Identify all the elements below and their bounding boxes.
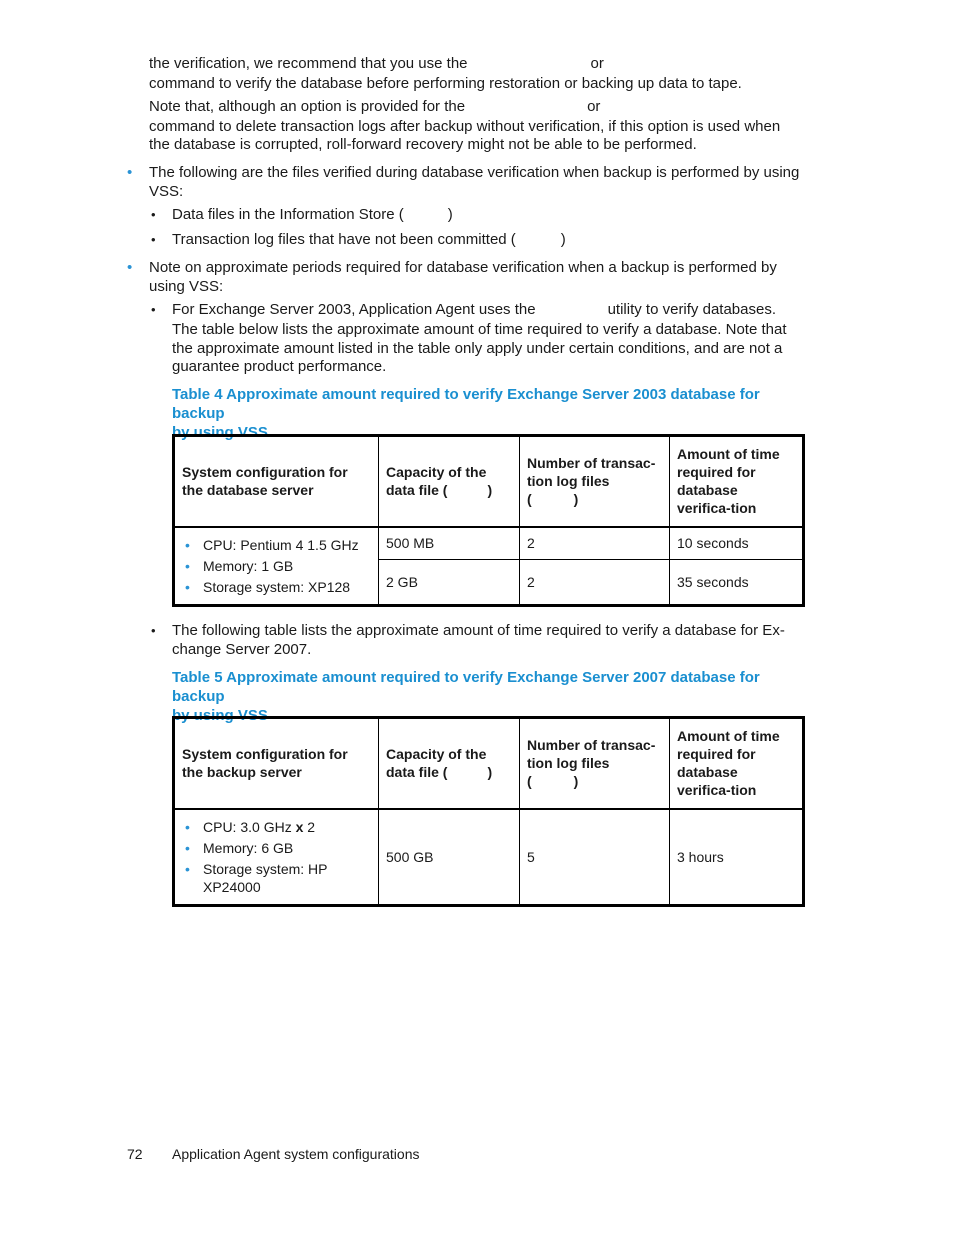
table4-capacity-cell: 500 MB [379, 527, 520, 560]
list-item: • Storage system: XP128 [185, 578, 351, 595]
table5-header-capacity: Capacity of the data file ( ) [379, 718, 520, 809]
list-item: • Memory: 1 GB [185, 557, 294, 574]
sub-bullet-marker: • [151, 623, 156, 638]
bullet1-sub-1: Data files in the Information Store ( ) [172, 206, 453, 223]
table4-caption: Table 4 Approximate amount required to verify Exchange Server 2003 database for backup by using VSS [172, 386, 760, 441]
bullet-marker: • [127, 259, 133, 276]
sub-bullet-marker: • [151, 232, 156, 247]
table5-logs-cell: 5 [520, 809, 670, 906]
list-item: • Memory: 6 GB [185, 839, 294, 856]
table4-config-cell [174, 527, 379, 606]
table4-logs-cell: 2 [520, 560, 670, 606]
bullet2-sub-1-line-3: the approximate amount listed in the table only apply under certain conditions, and are not a [172, 340, 783, 357]
bullet1-line-1: The following are the files verified during database verification when backup is performed by using [149, 164, 800, 181]
intro-note-line-2: command to delete transaction logs after backup without verification, if this option is used when [149, 118, 781, 135]
sub3-line-1: The following table lists the approximate amount of time required to verify a database for Ex- [172, 622, 785, 639]
table4-time-cell: 35 seconds [670, 560, 804, 606]
table-row [174, 527, 804, 560]
intro-note-line-3: the database is corrupted, roll-forward recovery might not be able to be performed. [149, 136, 697, 153]
table5 [172, 716, 805, 907]
bullet2-sub-1-line-2: The table below lists the approximate amount of time required to verify a database. Note that [172, 321, 787, 338]
table4-header-row [174, 436, 804, 527]
table4-logs-cell: 2 [520, 527, 670, 560]
table4 [172, 434, 805, 607]
bullet2-line-2: using VSS: [149, 278, 224, 295]
sub-bullet-marker: • [151, 302, 156, 317]
sub-bullet-marker: • [151, 207, 156, 222]
page-number: 72 [127, 1146, 143, 1162]
table5-caption: Table 5 Approximate amount required to verify Exchange Server 2007 database for backup by using VSS [172, 669, 760, 724]
table5-config-cell [174, 809, 379, 906]
bullet2-line-1: Note on approximate periods required for database verification when a backup is performed by [149, 259, 777, 276]
table4-time-cell: 10 seconds [670, 527, 804, 560]
table5-time-cell: 3 hours [670, 809, 804, 906]
table5-header-row [174, 718, 804, 809]
bullet1-line-2: VSS: [149, 183, 184, 200]
list-item: • CPU: 3.0 GHz x 2 [185, 818, 316, 835]
bullet1-sub-2: Transaction log files that have not been committed ( ) [172, 231, 566, 248]
table5-header-time: Amount of time required for database verifica-tion [670, 718, 804, 809]
bullet2-sub-1-line-1: For Exchange Server 2003, Application Agent uses the utility to verify databases. [172, 301, 776, 318]
list-item: • Storage system: HP XP24000 [185, 860, 328, 895]
table4-header-config: System configuration for the database server [174, 436, 379, 527]
table5-header-logs: Number of transac-tion log files ( ) [520, 718, 670, 809]
table-row [174, 809, 804, 906]
bullet2-sub-1-line-4: guarantee product performance. [172, 358, 387, 375]
intro-note-line-1: Note that, although an option is provided for the or [149, 98, 601, 115]
intro-line-1: the verification, we recommend that you use the or [149, 55, 604, 72]
bullet-marker: • [127, 164, 133, 181]
table4-header-capacity: Capacity of the data file ( ) [379, 436, 520, 527]
table4-capacity-cell: 2 GB [379, 560, 520, 606]
table4-header-logs: Number of transac-tion log files ( ) [520, 436, 670, 527]
table4-header-time: Amount of time required for database verifica-tion [670, 436, 804, 527]
list-item: • CPU: Pentium 4 1.5 GHz [185, 536, 359, 553]
footer-section-title: Application Agent system configurations [172, 1146, 420, 1162]
table5-capacity-cell: 500 GB [379, 809, 520, 906]
sub3-line-2: change Server 2007. [172, 641, 312, 658]
intro-line-2: command to verify the database before performing restoration or backing up data to tape. [149, 75, 742, 92]
table5-header-config: System configuration for the backup server [174, 718, 379, 809]
